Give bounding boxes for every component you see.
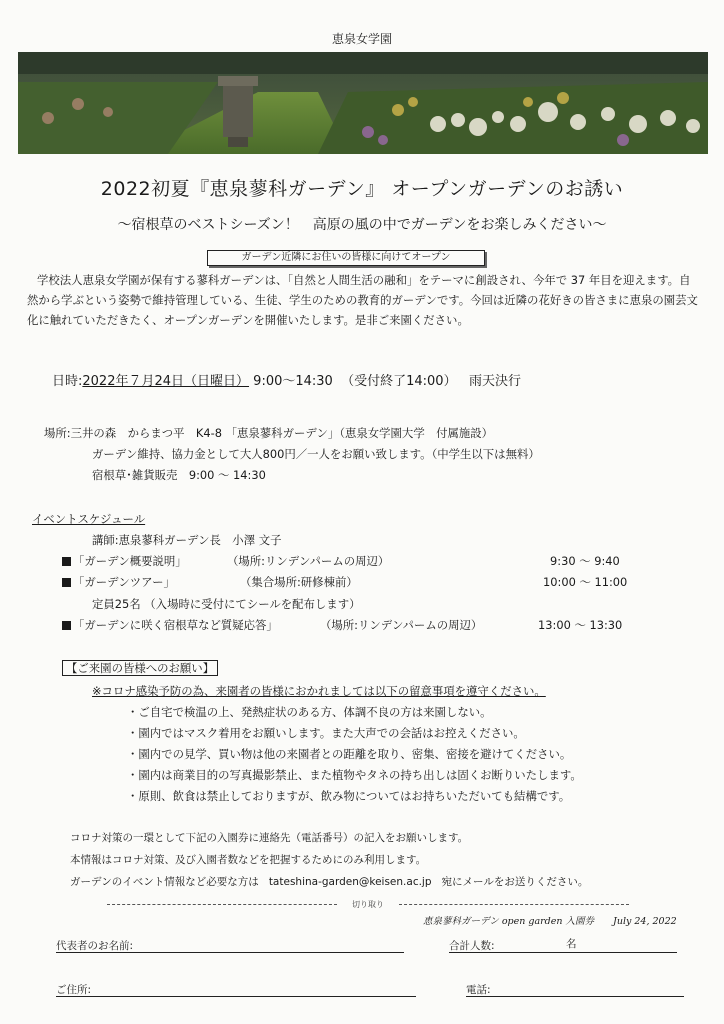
lecturer-line: 講師:恵泉蓼科ガーデン長 小澤 文子 xyxy=(92,533,282,547)
request-item: ・原則、飲食は禁止しておりますが、飲み物についてはお持ちいただいても結構です。 xyxy=(127,789,571,803)
request-item: ・園内は商業目的の写真撮影禁止、また植物やタネの持ち出しは固くお断りいたします。 xyxy=(127,768,582,782)
covid-note: コロナ対策の一環として下記の入園券に連絡先（電話番号）の記入をお願いします。 xyxy=(70,832,469,844)
cut-dash-right xyxy=(399,904,629,905)
sales-line: 宿根草･雑貨販売 9:00 〜 14:30 xyxy=(92,468,266,482)
reception-end: （受付終了14:00） xyxy=(341,374,457,389)
phone-field[interactable] xyxy=(466,996,684,997)
subtitle: 〜宿根草のベストシーズン！ 高原の風の中でガーデンをお楽しみください〜 xyxy=(117,217,607,233)
schedule-item xyxy=(62,617,682,633)
datetime-label: 日時: xyxy=(52,374,83,389)
representative-field[interactable] xyxy=(56,952,404,953)
email-note-prefix: ガーデンのイベント情報など必要な方は xyxy=(70,876,259,888)
schedule-title: イベントスケジュール xyxy=(32,512,146,526)
count-unit: 名 xyxy=(566,938,577,950)
address-field[interactable] xyxy=(56,996,416,997)
email-note-suffix: 宛にメールをお送りください。 xyxy=(441,876,589,888)
count-label: 合計人数: xyxy=(449,940,495,952)
schedule-item-name: 「ガーデンツアー」 xyxy=(73,575,175,589)
request-item: ・園内での見学、買い物は他の来園者との距離を取り、密集、密接を避けてください。 xyxy=(127,747,572,761)
covid-note: 本情報はコロナ対策、及び入園者数などを把握するためにのみ利用します。 xyxy=(70,854,427,866)
capacity-line: 定員25名 （入場時に受付にてシールを配布します） xyxy=(92,597,361,611)
requests-lead: ※コロナ感染予防の為、来園者の皆様におかれましては以下の留意事項を遵守ください。 xyxy=(92,684,546,698)
square-bullet-icon xyxy=(62,578,71,587)
event-datetime xyxy=(52,370,521,389)
schedule-item-name: 「ガーデン概要説明」 xyxy=(73,554,187,568)
garden-photo xyxy=(18,52,708,154)
cut-line-label: 切り取り xyxy=(352,900,384,909)
address-label: ご住所: xyxy=(56,984,92,996)
contact-email[interactable]: tateshina-garden@keisen.ac.jp xyxy=(268,876,432,888)
page-title: 2022初夏『恵泉蓼科ガーデン』 オープンガーデンのお誘い xyxy=(100,178,624,200)
event-time: 9:00〜14:30 xyxy=(253,374,333,389)
schedule-item-time: 13:00 〜 13:30 xyxy=(538,618,623,632)
schedule-item xyxy=(62,574,682,590)
cut-dash-left xyxy=(107,904,337,905)
square-bullet-icon xyxy=(62,621,71,630)
request-item: ・ご自宅で検温の上、発熱症状のある方、体調不良の方は来園しない。 xyxy=(127,705,492,719)
notice-box: ガーデン近隣にお住いの皆様に向けてオープン xyxy=(207,250,485,266)
intro-paragraph: 学校法人恵泉女学園が保有する蓼科ガーデンは、「自然と人間生活の融和」をテーマに創設され、今年で 37 年目を迎えます。自然から学ぶという姿勢で維持管理している、生徒、学生のための教育的ガーデンです。今回は近隣の花好きの皆さまに恵泉の園芸文化に触れていただきたく、オープンガーデンを開催いたします。是非ご来園ください。 xyxy=(27,273,698,327)
rain-policy: 雨天決行 xyxy=(468,374,521,389)
phone-label: 電話: xyxy=(466,984,491,996)
schedule-item-place: （場所:リンデンパームの周辺） xyxy=(227,554,390,568)
schedule-item-place: （集合場所:研修棟前） xyxy=(240,575,358,589)
event-date: 2022年７月24日（日曜日） xyxy=(82,374,250,389)
ticket-header: 恵泉蓼科ガーデン open garden 入園券 July 24, 2022 xyxy=(423,916,677,927)
request-item: ・園内ではマスク着用をお願いします。また大声での会話はお控えください。 xyxy=(127,726,525,740)
schedule-item-time: 10:00 〜 11:00 xyxy=(543,575,628,589)
school-name: 恵泉女学園 xyxy=(331,32,392,46)
schedule-item xyxy=(62,553,682,569)
covid-note-email xyxy=(70,874,588,889)
place-line: 場所:三井の森 からまつ平 K4-8 「恵泉蓼科ガーデン」（恵泉女学園大学 付属施設） xyxy=(44,426,494,440)
schedule-item-place: （場所:リンデンパームの周辺） xyxy=(320,618,483,632)
fee-line: ガーデン維持、協力金として大人800円／一人をお願い致します。（中学生以下は無料） xyxy=(92,447,540,461)
cut-line xyxy=(107,899,629,910)
square-bullet-icon xyxy=(62,557,71,566)
schedule-item-time: 9:30 〜 9:40 xyxy=(550,554,620,568)
representative-label: 代表者のお名前: xyxy=(56,940,134,952)
schedule-item-name: 「ガーデンに咲く宿根草など質疑応答」 xyxy=(73,618,278,632)
count-field[interactable] xyxy=(449,952,677,953)
requests-title: 【ご来園の皆様へのお願い】 xyxy=(62,660,218,676)
